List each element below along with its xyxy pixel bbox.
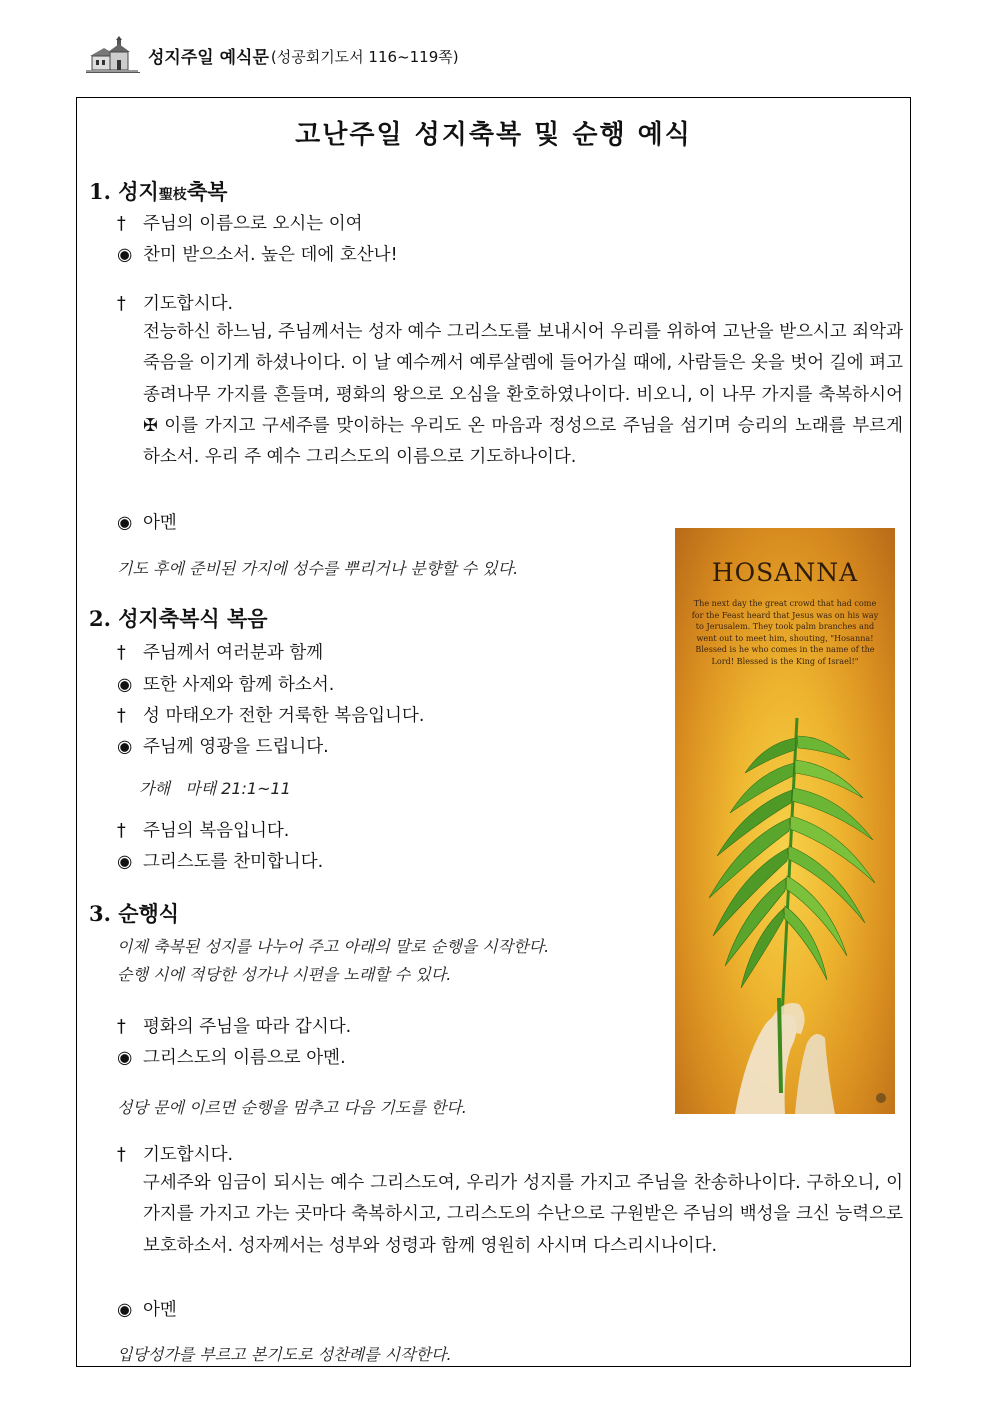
s2-response-2: ◉ 주님께 영광을 드립니다.: [117, 737, 329, 757]
dagger-icon: †: [117, 1145, 126, 1165]
s1-rubric: 기도 후에 준비된 가지에 성수를 뿌리거나 분향할 수 있다.: [117, 559, 519, 578]
s3-rubric-2: 순행 시에 적당한 성가나 시편을 노래할 수 있다.: [117, 965, 452, 984]
dagger-icon: †: [117, 294, 126, 314]
s1-prayer: 전능하신 하느님, 주님께서는 성자 예수 그리스도를 보내시어 우리를 위하여 고난을 받으시고 죄악과 죽음을 이기게 하셨나이다. 이 날 예수께서 예루살렘에 들어가실 때에, 사람들은 옷을 벗어 길에 펴고 종려나무 가지를 흔들며, 평화의 왕으로 오심을 환호하였나이다. 비오니, 이 나무 가지를 축복하시어 ✠ 이를 가지고 구세주를 맞이하는 우리도 온 마음과 정성으로 주님을 섬기며 승리의 노래를 부르게 하소서. 우리 주 예수 그리스도의 이름으로 기도하나이다.: [143, 322, 903, 468]
s3-rubric-3: 성당 문에 이르면 순행을 멈추고 다음 기도를 한다.: [117, 1098, 467, 1117]
circle-icon: ◉: [117, 1300, 133, 1320]
circle-icon: ◉: [117, 852, 133, 872]
s2-response-3: ◉ 그리스도를 찬미합니다.: [117, 852, 324, 872]
circle-icon: ◉: [117, 1048, 133, 1068]
page-header: [86, 34, 459, 72]
s1-response-1: ◉ 찬미 받으소서. 높은 데에 호산나!: [117, 245, 398, 265]
dagger-icon: †: [117, 214, 126, 234]
s2-response-1: ◉ 또한 사제와 함께 하소서.: [117, 675, 335, 695]
palm-branch-image: [675, 698, 895, 1114]
circle-icon: ◉: [117, 513, 133, 533]
church-icon: [86, 36, 138, 72]
s2-versicle-1: † 주님께서 여러분과 함께: [117, 643, 324, 663]
circle-icon: ◉: [117, 675, 133, 695]
section-2-heading: 2. 성지축복식 복음: [89, 606, 268, 631]
s3-amen: ◉ 아멘: [117, 1300, 177, 1320]
circle-icon: ◉: [117, 245, 133, 265]
s3-versicle-1: † 평화의 주님을 따라 갑시다.: [117, 1017, 352, 1037]
dagger-icon: †: [117, 706, 126, 726]
poster-title: HOSANNA: [711, 558, 859, 587]
header-title: 성지주일 예식문: [148, 48, 269, 68]
s1-versicle-2: † 기도합시다.: [117, 294, 234, 314]
s2-versicle-2: † 성 마태오가 전한 거룩한 복음입니다.: [117, 706, 425, 726]
s3-response-1: ◉ 그리스도의 이름으로 아멘.: [117, 1048, 346, 1068]
header-subtitle: (성공회기도서 116~119쪽): [270, 48, 459, 66]
s1-amen: ◉ 아멘: [117, 513, 177, 533]
dagger-icon: †: [117, 821, 126, 841]
dagger-icon: †: [117, 1017, 126, 1037]
s3-rubric-4: 입당성가를 부르고 본기도로 성찬례를 시작한다.: [117, 1345, 452, 1364]
header-underline: [86, 72, 140, 73]
main-title: 고난주일 성지축복 및 순행 예식: [295, 120, 692, 150]
s3-rubric-1: 이제 축복된 성지를 나누어 주고 아래의 말로 순행을 시작한다.: [117, 937, 550, 956]
s2-reading-ref: 가해 마태 21:1~11: [139, 779, 291, 798]
s2-versicle-3: † 주님의 복음입니다.: [117, 821, 290, 841]
circle-icon: ◉: [117, 737, 133, 757]
s1-versicle-1: † 주님의 이름으로 오시는 이여: [117, 214, 363, 234]
s3-versicle-2: † 기도합시다.: [117, 1145, 234, 1165]
poster-text: The next day the great crowd that had come for the Feast heard that Jesus was on his way to Jerusalem. They took palm branches and went out to meet him, shouting, "Hosanna! Blessed is he who comes in the name of the Lord! Blessed is the King of Israel!": [691, 598, 879, 666]
section-1-heading: 1. 성지聖枝축복: [89, 179, 228, 204]
section-3-heading: 3. 순행식: [89, 901, 180, 926]
hosanna-poster: [675, 528, 895, 1114]
content-frame: [76, 97, 911, 1367]
dagger-icon: †: [117, 643, 126, 663]
s3-prayer: 구세주와 임금이 되시는 예수 그리스도여, 우리가 성지를 가지고 주님을 찬송하나이다. 구하오니, 이 가지를 가지고 가는 곳마다 축복하시고, 그리스도의 수난으로 구원받은 주님의 백성을 크신 능력으로 보호하소서. 성자께서는 성부와 성령과 함께 영원히 사시며 다스리시나이다.: [143, 1173, 903, 1256]
